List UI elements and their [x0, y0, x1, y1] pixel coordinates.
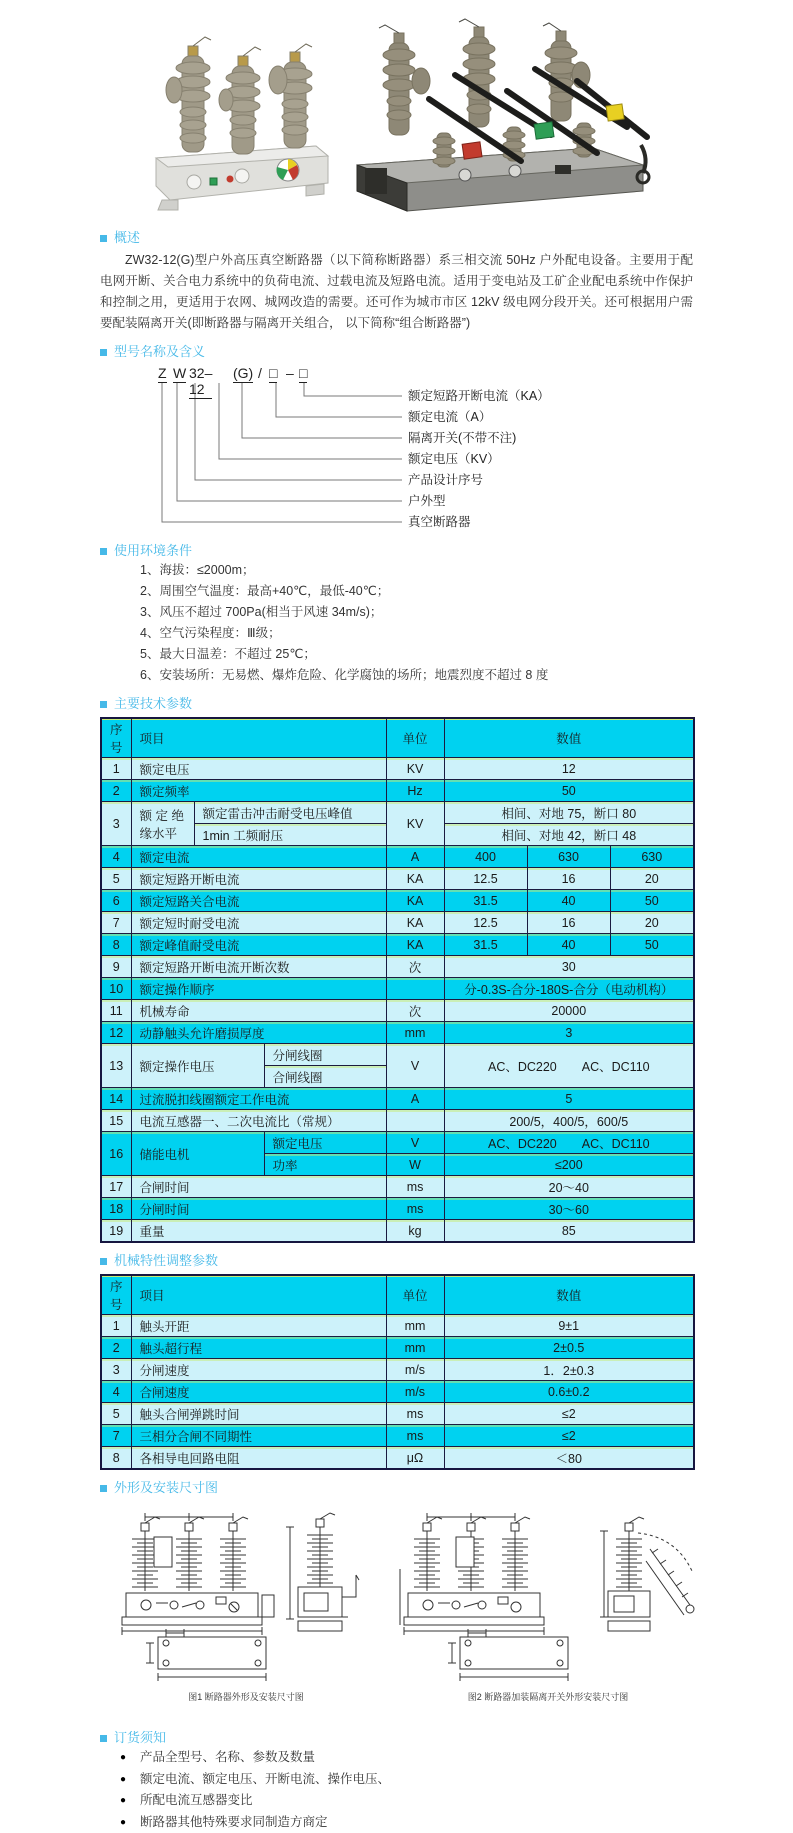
- table-row: [101, 978, 694, 1000]
- table-row: [101, 1022, 694, 1044]
- table-cell: 触头超行程: [131, 1337, 386, 1359]
- list-item: [120, 1790, 693, 1812]
- table-cell: 额定短路开断电流开断次数: [131, 956, 386, 978]
- table-cell: 单位: [386, 718, 444, 758]
- table-cell: 额定操作顺序: [131, 978, 386, 1000]
- table-cell: V: [386, 1132, 444, 1154]
- table-cell: 1: [101, 1315, 131, 1337]
- section-model-designation: [100, 343, 693, 533]
- table-cell: A: [386, 846, 444, 868]
- formula-token: □: [269, 365, 277, 383]
- table-cell: 19: [101, 1220, 131, 1243]
- table-cell: KA: [386, 890, 444, 912]
- designation-label: 额定电压（KV）: [408, 449, 688, 469]
- table-cell: 30: [444, 956, 694, 978]
- formula-token: /: [258, 365, 262, 381]
- table-cell: 分闸线圈: [264, 1044, 386, 1066]
- table-cell: 7: [101, 912, 131, 934]
- table-cell: 机械寿命: [131, 1000, 386, 1022]
- table-cell: 40: [527, 934, 610, 956]
- table-row: [101, 1220, 694, 1243]
- table-cell: 12.5: [444, 868, 527, 890]
- table-cell: 10: [101, 978, 131, 1000]
- table-cell: 630: [610, 846, 694, 868]
- table-row: [101, 1088, 694, 1110]
- table-row: [101, 934, 694, 956]
- table-cell: AC、DC220 AC、DC110: [444, 1132, 694, 1154]
- table-cell: V: [386, 1044, 444, 1088]
- table-cell: 次: [386, 956, 444, 978]
- list-item: 1、海拔：≤2000m；: [140, 560, 693, 581]
- table-cell: 2: [101, 780, 131, 802]
- section-overview: [100, 229, 693, 334]
- table-row: [101, 868, 694, 890]
- formula-token: 32–12: [189, 365, 212, 399]
- table-cell: 额定雷击冲击耐受电压峰值: [194, 802, 386, 824]
- table-cell: 85: [444, 1220, 694, 1243]
- bullet-dot-icon: ●: [120, 1769, 140, 1791]
- table-cell: 额定频率: [131, 780, 386, 802]
- square-bullet-icon: [100, 349, 107, 356]
- list-item: [120, 1747, 693, 1769]
- table-cell: 40: [527, 890, 610, 912]
- table-cell: 分闸时间: [131, 1198, 386, 1220]
- table-cell: 7: [101, 1425, 131, 1447]
- table-cell: 数值: [444, 718, 694, 758]
- table-cell: 1．2±0.3: [444, 1359, 694, 1381]
- outline-drawing-breaker-with-disconnector: [398, 1509, 698, 1685]
- table-row: [101, 890, 694, 912]
- table-row: [101, 780, 694, 802]
- table-cell: 4: [101, 1381, 131, 1403]
- formula-token: □: [299, 365, 307, 383]
- table-cell: kg: [386, 1220, 444, 1243]
- list-item-text: 产品全型号、名称、参数及数量: [140, 1747, 315, 1769]
- table-cell: 8: [101, 1447, 131, 1470]
- table-cell: 200/5，400/5，600/5: [444, 1110, 694, 1132]
- table-cell: 触头开距: [131, 1315, 386, 1337]
- section-environment: [100, 542, 693, 686]
- main-parameters-table: [100, 717, 695, 1243]
- table-cell: 3: [444, 1022, 694, 1044]
- table-cell: 11: [101, 1000, 131, 1022]
- table-cell: KA: [386, 868, 444, 890]
- list-item-text: 额定电流、额定电压、开断电流、操作电压、: [140, 1769, 390, 1791]
- list-item: 2、周围空气温度：最高+40℃，最低-40℃；: [140, 581, 693, 602]
- list-item-text: 所配电流互感器变比: [140, 1790, 253, 1812]
- table-cell: ≤2: [444, 1425, 694, 1447]
- table-row: [101, 846, 694, 868]
- table-cell: 次: [386, 1000, 444, 1022]
- table-cell: 2: [101, 1337, 131, 1359]
- table-cell: 数值: [444, 1275, 694, 1315]
- section-outline-drawings: [100, 1479, 693, 1703]
- table-cell: μΩ: [386, 1447, 444, 1470]
- product-photos: [100, 0, 693, 220]
- section-heading: [100, 1252, 693, 1270]
- table-row: [101, 1381, 694, 1403]
- section-title: 订货须知: [114, 1729, 166, 1747]
- table-cell: 14: [101, 1088, 131, 1110]
- section-heading: [100, 695, 693, 713]
- list-item: [120, 1812, 693, 1833]
- table-cell: mm: [386, 1337, 444, 1359]
- table-row: [101, 1315, 694, 1337]
- table-header-row: [101, 1275, 694, 1315]
- table-cell: ＜80: [444, 1447, 694, 1470]
- section-heading: [100, 1479, 693, 1497]
- table-row: [101, 1447, 694, 1470]
- figure-breaker-outline: [112, 1509, 380, 1703]
- designation-label: 额定短路开断电流（KA）: [408, 386, 688, 406]
- table-row: [101, 1132, 694, 1154]
- section-heading: [100, 229, 693, 247]
- table-cell: 额 定 绝 缘水平: [131, 802, 194, 846]
- table-row: [101, 1176, 694, 1198]
- table-cell: 20～40: [444, 1176, 694, 1198]
- table-cell: 5: [101, 1403, 131, 1425]
- table-cell: 5: [101, 868, 131, 890]
- table-cell: 50: [444, 780, 694, 802]
- product-photo-breaker: [138, 20, 333, 220]
- table-cell: 12: [444, 758, 694, 780]
- table-cell: 31.5: [444, 934, 527, 956]
- table-cell: 12.5: [444, 912, 527, 934]
- table-cell: AC、DC220 AC、DC110: [444, 1044, 694, 1088]
- table-cell: 31.5: [444, 890, 527, 912]
- section-mechanical-parameters: [100, 1252, 693, 1470]
- table-cell: 9±1: [444, 1315, 694, 1337]
- table-row: [101, 1110, 694, 1132]
- table-cell: 4: [101, 846, 131, 868]
- table-cell: [386, 978, 444, 1000]
- table-cell: 9: [101, 956, 131, 978]
- table-cell: 5: [444, 1088, 694, 1110]
- table-row: [101, 802, 694, 824]
- table-cell: Hz: [386, 780, 444, 802]
- table-cell: mm: [386, 1315, 444, 1337]
- table-cell: 6: [101, 890, 131, 912]
- designation-label: 额定电流（A）: [408, 407, 688, 427]
- section-title: 使用环境条件: [114, 542, 192, 560]
- table-row: [101, 1425, 694, 1447]
- table-cell: 17: [101, 1176, 131, 1198]
- table-cell: 额定操作电压: [131, 1044, 264, 1088]
- table-cell: 三相分合闸不同期性: [131, 1425, 386, 1447]
- table-cell: 重量: [131, 1220, 386, 1243]
- table-row: [101, 1198, 694, 1220]
- table-cell: 额定短路关合电流: [131, 890, 386, 912]
- table-cell: KA: [386, 912, 444, 934]
- designation-label: 真空断路器: [408, 512, 688, 532]
- square-bullet-icon: [100, 1485, 107, 1492]
- table-cell: 12: [101, 1022, 131, 1044]
- table-row: [101, 1337, 694, 1359]
- table-cell: 触头合闸弹跳时间: [131, 1403, 386, 1425]
- table-cell: 动静触头允许磨损厚度: [131, 1022, 386, 1044]
- square-bullet-icon: [100, 1258, 107, 1265]
- table-cell: 1: [101, 758, 131, 780]
- table-cell: 项目: [131, 718, 386, 758]
- table-cell: 额定短路开断电流: [131, 868, 386, 890]
- square-bullet-icon: [100, 1735, 107, 1742]
- overview-paragraph: ZW32-12(G)型户外高压真空断路器（以下简称断路器）系三相交流 50Hz 户外配电设备。主要用于配电网开断、关合电力系统中的负荷电流、过载电流及短路电流。适用于变电站及工矿企业配电系统中作保护和控制之用，更适用于农网、城网改造的需要。还可作为城市市区 12kV 级电网分段开关。还可根据用户需要配装隔离开关(即断路器与隔离开关组合， 以下简称“组合断路器”): [100, 250, 693, 334]
- section-title: 外形及安装尺寸图: [114, 1479, 218, 1497]
- table-cell: 序号: [101, 1275, 131, 1315]
- table-cell: ms: [386, 1198, 444, 1220]
- table-cell: 630: [527, 846, 610, 868]
- section-title: 机械特性调整参数: [114, 1252, 218, 1270]
- figure-caption: 图2 断路器加装隔离开关外形安装尺寸图: [398, 1690, 698, 1703]
- square-bullet-icon: [100, 235, 107, 242]
- table-cell: [386, 1110, 444, 1132]
- list-item-text: 断路器其他特殊要求同制造方商定: [140, 1812, 328, 1833]
- table-cell: 项目: [131, 1275, 386, 1315]
- table-cell: 3: [101, 1359, 131, 1381]
- table-cell: ms: [386, 1176, 444, 1198]
- section-heading: [100, 1729, 693, 1747]
- mechanical-parameters-table: [100, 1274, 695, 1470]
- table-cell: 20: [610, 912, 694, 934]
- table-cell: 额定短时耐受电流: [131, 912, 386, 934]
- table-cell: 16: [527, 868, 610, 890]
- formula-token: –: [286, 365, 294, 381]
- table-cell: 功率: [264, 1154, 386, 1176]
- table-cell: W: [386, 1154, 444, 1176]
- table-cell: ≤200: [444, 1154, 694, 1176]
- bullet-dot-icon: ●: [120, 1790, 140, 1812]
- table-cell: 相间、对地 75，断口 80: [444, 802, 694, 824]
- table-cell: 单位: [386, 1275, 444, 1315]
- table-cell: 400: [444, 846, 527, 868]
- table-cell: 30～60: [444, 1198, 694, 1220]
- table-cell: ms: [386, 1425, 444, 1447]
- figure-caption: 图1 断路器外形及安装尺寸图: [112, 1690, 380, 1703]
- table-cell: 电流互感器一、二次电流比（常规）: [131, 1110, 386, 1132]
- table-cell: 储能电机: [131, 1132, 264, 1176]
- section-ordering: [100, 1729, 693, 1833]
- section-heading: [100, 542, 693, 560]
- table-row: [101, 1403, 694, 1425]
- product-photo-breaker-with-disconnector: [345, 15, 655, 220]
- table-cell: 3: [101, 802, 131, 846]
- table-cell: ms: [386, 1403, 444, 1425]
- table-cell: 16: [101, 1132, 131, 1176]
- table-cell: 相间、对地 42，断口 48: [444, 824, 694, 846]
- table-cell: 0.6±0.2: [444, 1381, 694, 1403]
- formula-token: (G): [233, 365, 253, 383]
- table-cell: 18: [101, 1198, 131, 1220]
- designation-label: 产品设计序号: [408, 470, 688, 490]
- model-designation-diagram: [100, 365, 693, 533]
- table-cell: KV: [386, 802, 444, 846]
- square-bullet-icon: [100, 548, 107, 555]
- table-cell: 额定电压: [264, 1132, 386, 1154]
- table-row: [101, 758, 694, 780]
- table-cell: 过流脱扣线圈额定工作电流: [131, 1088, 386, 1110]
- table-cell: m/s: [386, 1381, 444, 1403]
- designation-label: 隔离开关(不带不注): [408, 428, 688, 448]
- bullet-dot-icon: ●: [120, 1747, 140, 1769]
- table-cell: 1min 工频耐压: [194, 824, 386, 846]
- section-title: 型号名称及含义: [114, 343, 205, 361]
- section-title: 概述: [114, 229, 140, 247]
- section-main-parameters: [100, 695, 693, 1243]
- table-row: [101, 912, 694, 934]
- table-cell: 各相导电回路电阻: [131, 1447, 386, 1470]
- formula-token: Z: [158, 365, 167, 383]
- table-row: [101, 1359, 694, 1381]
- section-title: 主要技术参数: [114, 695, 192, 713]
- square-bullet-icon: [100, 701, 107, 708]
- section-heading: [100, 343, 693, 361]
- table-cell: 8: [101, 934, 131, 956]
- table-cell: 合闸时间: [131, 1176, 386, 1198]
- table-cell: KA: [386, 934, 444, 956]
- outline-drawing-breaker: [112, 1509, 380, 1685]
- table-cell: 20000: [444, 1000, 694, 1022]
- table-cell: 16: [527, 912, 610, 934]
- table-cell: 20: [610, 868, 694, 890]
- table-cell: 50: [610, 934, 694, 956]
- table-cell: 序号: [101, 718, 131, 758]
- table-cell: KV: [386, 758, 444, 780]
- table-cell: 50: [610, 890, 694, 912]
- table-cell: ≤2: [444, 1403, 694, 1425]
- table-header-row: [101, 718, 694, 758]
- table-cell: 13: [101, 1044, 131, 1088]
- designation-label: 户外型: [408, 491, 688, 511]
- table-cell: 额定电压: [131, 758, 386, 780]
- list-item: [120, 1769, 693, 1791]
- figure-combined-outline: [398, 1509, 698, 1703]
- table-cell: 分-0.3S-合分-180S-合分（电动机构）: [444, 978, 694, 1000]
- list-item: 3、风压不超过 700Pa(相当于风速 34m/s)；: [140, 602, 693, 623]
- list-item: 6、安装场所：无易燃、爆炸危险、化学腐蚀的场所；地震烈度不超过 8 度: [140, 665, 693, 686]
- table-cell: 额定电流: [131, 846, 386, 868]
- list-item: 4、空气污染程度：Ⅲ级；: [140, 623, 693, 644]
- table-row: [101, 1044, 694, 1066]
- list-item: 5、最大日温差：不超过 25℃；: [140, 644, 693, 665]
- table-cell: 合闸速度: [131, 1381, 386, 1403]
- table-cell: 15: [101, 1110, 131, 1132]
- figures: [100, 1509, 693, 1703]
- table-cell: 分闸速度: [131, 1359, 386, 1381]
- table-cell: A: [386, 1088, 444, 1110]
- bullet-dot-icon: ●: [120, 1812, 140, 1833]
- table-cell: 2±0.5: [444, 1337, 694, 1359]
- table-cell: m/s: [386, 1359, 444, 1381]
- table-cell: mm: [386, 1022, 444, 1044]
- table-cell: 合闸线圈: [264, 1066, 386, 1088]
- formula-token: W: [173, 365, 186, 383]
- table-row: [101, 956, 694, 978]
- table-row: [101, 1000, 694, 1022]
- table-cell: 额定峰值耐受电流: [131, 934, 386, 956]
